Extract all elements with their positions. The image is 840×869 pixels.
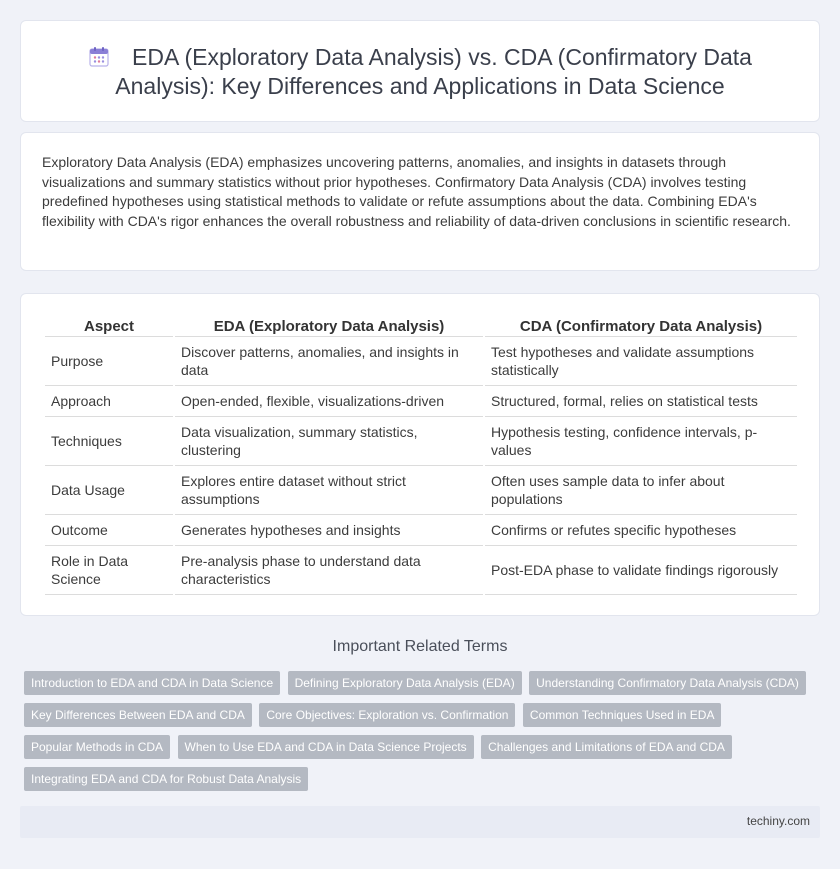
table-row: [45, 466, 797, 515]
title-card: [20, 20, 820, 122]
related-term-tag[interactable]: Integrating EDA and CDA for Robust Data Analysis: [24, 767, 308, 791]
row-aspect: Approach: [45, 386, 173, 417]
related-term-tag[interactable]: When to Use EDA and CDA in Data Science Projects: [178, 735, 474, 759]
row-eda: Pre-analysis phase to understand data characteristics: [175, 546, 483, 595]
comparison-table-card: [20, 293, 820, 616]
table-header-row: [45, 316, 797, 337]
row-cda: Test hypotheses and validate assumptions statistically: [485, 337, 797, 386]
table-row: [45, 546, 797, 595]
related-term-tag[interactable]: Popular Methods in CDA: [24, 735, 170, 759]
row-eda: Generates hypotheses and insights: [175, 515, 483, 546]
row-cda: Often uses sample data to infer about populations: [485, 466, 797, 515]
row-aspect: Data Usage: [45, 466, 173, 515]
row-eda: Open-ended, flexible, visualizations-driven: [175, 386, 483, 417]
row-aspect: Purpose: [45, 337, 173, 386]
header-aspect: Aspect: [45, 316, 173, 337]
table-row: [45, 337, 797, 386]
related-term-tag[interactable]: Key Differences Between EDA and CDA: [24, 703, 252, 727]
related-term-tag[interactable]: Understanding Confirmatory Data Analysis (CDA): [529, 671, 806, 695]
related-term-tag[interactable]: Challenges and Limitations of EDA and CDA: [481, 735, 732, 759]
row-aspect: Outcome: [45, 515, 173, 546]
row-cda: Structured, formal, relies on statistical tests: [485, 386, 797, 417]
related-term-tag[interactable]: Common Techniques Used in EDA: [523, 703, 722, 727]
intro-paragraph: Exploratory Data Analysis (EDA) emphasizes uncovering patterns, anomalies, and insights in datasets through visualizations and summary statistics without prior hypotheses. Confirmatory Data Analysis (CDA) involves testing predefined hypotheses using statistical methods to validate or refute assumptions about the data. Combining EDA's flexibility with CDA's rigor enhances the overall robustness and reliability of data-driven conclusions in scientific research.: [42, 154, 791, 229]
header-eda: EDA (Exploratory Data Analysis): [175, 316, 483, 337]
header-cda: CDA (Confirmatory Data Analysis): [485, 316, 797, 337]
related-term-tag[interactable]: Core Objectives: Exploration vs. Confirmation: [259, 703, 515, 727]
row-eda: Discover patterns, anomalies, and insights in data: [175, 337, 483, 386]
footer: [20, 806, 820, 838]
page-title: [61, 43, 779, 101]
calendar-icon: [88, 46, 110, 68]
row-eda: Explores entire dataset without strict assumptions: [175, 466, 483, 515]
row-cda: Confirms or refutes specific hypotheses: [485, 515, 797, 546]
row-cda: Post-EDA phase to validate findings rigorously: [485, 546, 797, 595]
table-row: [45, 386, 797, 417]
table-row: [45, 515, 797, 546]
related-term-tag[interactable]: Introduction to EDA and CDA in Data Science: [24, 671, 280, 695]
intro-card: [20, 132, 820, 271]
footer-site[interactable]: techiny.com: [746, 814, 810, 828]
comparison-table: [43, 316, 799, 595]
related-terms-list: [24, 671, 824, 799]
title-text: EDA (Exploratory Data Analysis) vs. CDA (Confirmatory Data Analysis): Key Differences and Applications in Data Science: [115, 44, 752, 99]
row-aspect: Techniques: [45, 417, 173, 466]
table-row: [45, 417, 797, 466]
related-terms-heading: Important Related Terms: [332, 638, 508, 655]
row-aspect: Role in Data Science: [45, 546, 173, 595]
row-eda: Data visualization, summary statistics, clustering: [175, 417, 483, 466]
row-cda: Hypothesis testing, confidence intervals, p-values: [485, 417, 797, 466]
related-term-tag[interactable]: Defining Exploratory Data Analysis (EDA): [288, 671, 522, 695]
